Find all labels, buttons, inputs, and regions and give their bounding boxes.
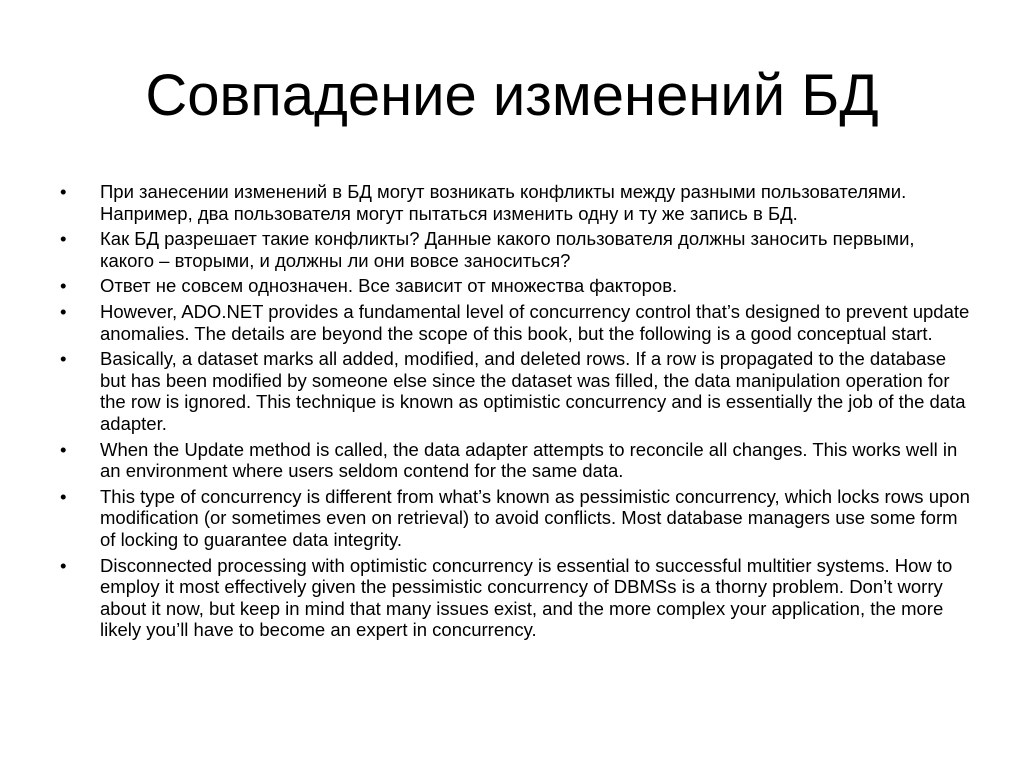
- bullet-item: [60, 301, 970, 344]
- bullet-dot: •: [60, 181, 67, 202]
- bullet-text: При занесении изменений в БД могут возникать конфликты между разными пользователями. Например, два пользователя могут пытаться изменить одну и ту же запись в БД.: [100, 181, 907, 224]
- bullet-item: [60, 555, 970, 641]
- bullet-text: When the Update method is called, the data adapter attempts to reconcile all changes. This works well in an environment where users seldom contend for the same data.: [100, 438, 958, 482]
- bullet-dot: •: [60, 228, 67, 250]
- bullet-text: Basically, a dataset marks all added, modified, and deleted rows. If a row is propagated to the database but has been modified by someone else since the dataset was filled, the data manipulation operation for the row is ignored. This technique is known as optimistic concurrency and is essentially the job of the data adapter.: [100, 348, 966, 434]
- bullet-item: [60, 181, 970, 224]
- slide-title: Совпадение изменений БД: [145, 63, 879, 128]
- bullet-dot: •: [60, 554, 67, 576]
- bullet-list: [60, 181, 970, 645]
- bullet-item: [60, 348, 970, 434]
- bullet-dot: •: [60, 438, 67, 460]
- bullet-item: [60, 228, 970, 271]
- bullet-item: [60, 275, 970, 297]
- bullet-dot: •: [60, 300, 67, 322]
- bullet-text: Disconnected processing with optimistic concurrency is essential to successful multitier systems. How to employ it most effectively given the pessimistic concurrency of DBMSs is a thorny problem. Don’t worry about it now, but keep in mind that many issues exist, and the more complex your application, the more likely you’ll have to become an expert in concurrency.: [100, 554, 953, 641]
- bullet-text: This type of concurrency is different from what’s known as pessimistic concurrency, which locks rows upon modification (or sometimes even on retrieval) to avoid conflicts. Most database managers use some form of locking to guarantee data integrity.: [100, 485, 970, 550]
- bullet-item: [60, 486, 970, 551]
- bullet-text: Как БД разрешает такие конфликты? Данные какого пользователя должны заносить первыми, какого – вторыми, и должны ли они вовсе заноситься?: [100, 228, 915, 271]
- bullet-item: [60, 439, 970, 482]
- bullet-dot: •: [60, 485, 67, 507]
- bullet-text: However, ADO.NET provides a fundamental level of concurrency control that’s designed to prevent update anomalies. The details are beyond the scope of this book, but the following is a good conceptual start.: [100, 300, 970, 344]
- bullet-dot: •: [60, 348, 67, 370]
- bullet-dot: •: [60, 275, 67, 297]
- bullet-text: Ответ не совсем однозначен. Все зависит от множества факторов.: [100, 275, 678, 297]
